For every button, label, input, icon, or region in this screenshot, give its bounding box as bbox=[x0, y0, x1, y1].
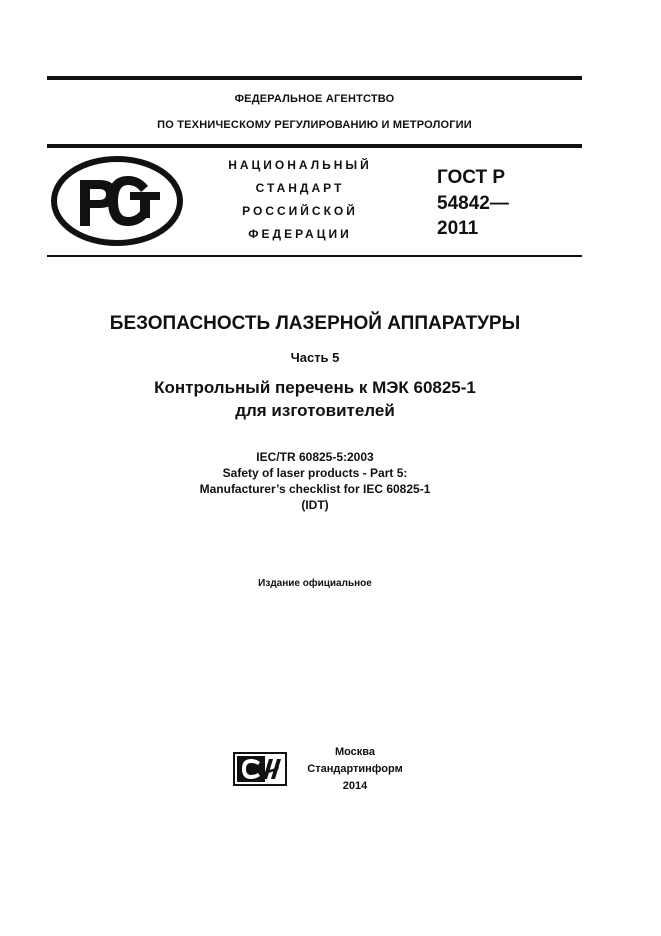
publisher-city: Москва bbox=[334, 746, 376, 758]
upper-rule bbox=[47, 144, 582, 148]
national-line-2: СТАНДАРТ bbox=[255, 181, 345, 195]
agency-line-1: ФЕДЕРАЛЬНОЕ АГЕНТСТВО bbox=[234, 93, 395, 105]
rst-certification-logo-icon bbox=[50, 156, 184, 246]
top-rule bbox=[47, 76, 582, 80]
publisher-year: 2014 bbox=[342, 780, 368, 792]
iec-line-4: (IDT) bbox=[301, 498, 329, 512]
iec-line-3: Manufacturer’s checklist for IEC 60825-1 bbox=[199, 482, 431, 496]
gost-designation-line-2: 54842— bbox=[437, 193, 509, 214]
national-line-1: НАЦИОНАЛЬНЫЙ bbox=[228, 158, 372, 172]
gost-designation-line-3: 2011 bbox=[437, 218, 479, 239]
publisher-name: Стандартинформ bbox=[307, 763, 403, 775]
part-number: Часть 5 bbox=[290, 350, 340, 365]
standartinform-logo-icon bbox=[233, 752, 287, 786]
lower-rule bbox=[47, 255, 582, 257]
national-line-4: ФЕДЕРАЦИИ bbox=[248, 227, 352, 241]
gost-designation-line-1: ГОСТ Р bbox=[437, 167, 506, 188]
edition-note: Издание официальное bbox=[258, 578, 372, 589]
main-title: БЕЗОПАСНОСТЬ ЛАЗЕРНОЙ АППАРАТУРЫ bbox=[109, 313, 521, 334]
national-line-3: РОССИЙСКОЙ bbox=[242, 204, 358, 218]
subtitle-line-2: для изготовителей bbox=[235, 401, 395, 420]
iec-line-2: Safety of laser products - Part 5: bbox=[222, 466, 408, 480]
iec-line-1: IEC/TR 60825-5:2003 bbox=[256, 450, 374, 464]
agency-line-2: ПО ТЕХНИЧЕСКОМУ РЕГУЛИРОВАНИЮ И МЕТРОЛОГИИ bbox=[157, 119, 472, 131]
subtitle-line-1: Контрольный перечень к МЭК 60825-1 bbox=[154, 378, 476, 397]
